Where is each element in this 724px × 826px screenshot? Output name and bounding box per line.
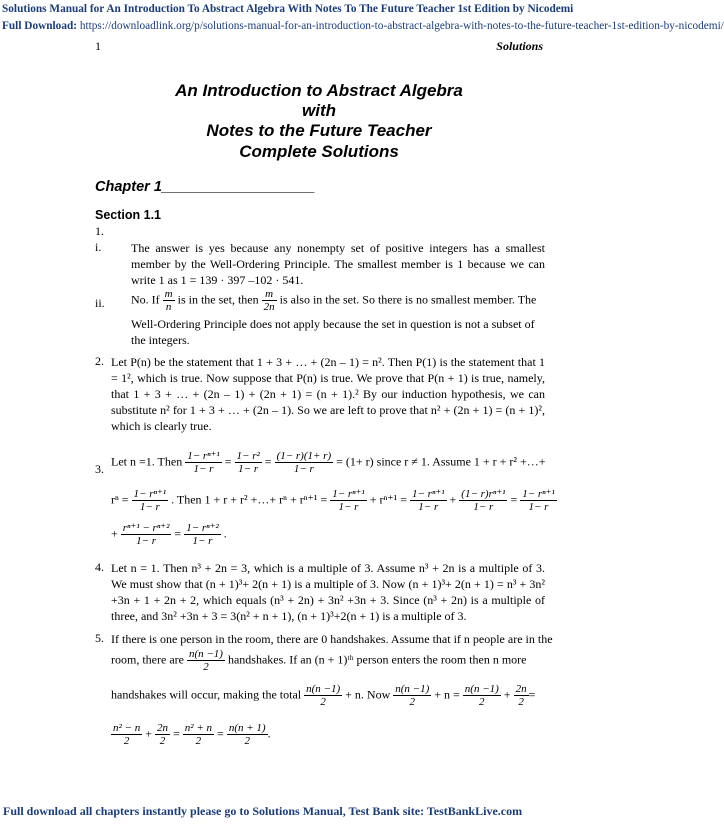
problem-1-ii-continuation: Well-Ordering Principle does not apply because the set in question is not a subset of the integers.: [131, 317, 535, 347]
numerator: 1− rⁿ⁺²: [186, 522, 219, 534]
problem-3-number: 3.: [95, 462, 104, 476]
numerator: 1− rⁿ⁺¹: [133, 488, 167, 500]
header-title: Solutions Manual for An Introduction To Abstract Algebra With Notes To The Future Teacher 1st Edition by Nicodemi: [2, 3, 574, 15]
problem-1-number: 1.: [95, 224, 104, 238]
problem-5-line-1: If there is one person in the room, there are 0 handshakes. Assume that if n people are in the: [111, 632, 553, 646]
numerator: 2n: [515, 683, 527, 695]
problem-2-text: Let P(n) be the statement that 1 + 3 + … + (2n – 1) = n². Then P(1) is the statement that 1 = 1², which is true. Now suppose that P(n) is true. We prove that P(n + 1) is true, namely, that 1 + 3 + … + (2n – 1) + (2n + 1) = (n + 1).² By our induction hypothesis, we can substitute n² for 1 + 3 + … + (2n – 1). So we are left to prove that n² + (2n + 1) = (n + 1)², which is clearly true.: [111, 355, 545, 433]
fraction: [330, 488, 367, 513]
denominator: 2: [195, 735, 202, 747]
title-line-1: An Introduction to Abstract Algebra: [175, 81, 463, 100]
denominator: 2: [244, 735, 250, 747]
text: handshakes will occur, making the total: [111, 687, 302, 702]
problem-3-line-2: rⁿ = $\frac{\text{1− rⁿ⁺¹}}{1- r}$ . Then 1 + r + r² +…+ rⁿ + rⁿ⁺¹ = $\frac{\text{1− rⁿ⁺¹}}{1- r}$ + rⁿ⁺¹ = $\frac{\text{1− rⁿ⁺¹}}{1- r}$ + $\frac{\text{(1− r)rⁿ⁺¹}}{1- r}$ = $\frac{\text{1− rⁿ⁺¹}}{1- r}$: [111, 488, 555, 513]
footer-download-note: Full download all chapters instantly please go to Solutions Manual, Test Bank site: TestBankLive.com: [3, 804, 523, 818]
problem-4-text: Let n = 1. Then n³ + 2n = 3, which is a multiple of 3. Assume n³ + 2n is a multiple of 3. We must show that (n + 1)³+ 2(n + 1) is a multiple of 3. Now (n + 1)³+ 2(n + 1) = n³ + 3n² +3n + 1 + 2n + 2, which equals (n³ + 2n) + 3n² +3n + 3. Since (n³ + 2n) is a multiple of three, and 3n² +3n + 3 = 3(n² + n + 1), (n + 1)³+2(n + 1) is a multiple of 3.: [111, 561, 545, 623]
fraction: [155, 722, 170, 747]
text: + n =: [434, 687, 460, 702]
problem-1-ii-label: ii.: [95, 296, 105, 310]
numerator: 1− rⁿ⁺¹: [522, 488, 555, 500]
title-line-2: with: [302, 101, 336, 120]
fraction: [121, 522, 172, 547]
denominator: 2: [479, 696, 485, 708]
numerator: (1− r)rⁿ⁺¹: [461, 488, 506, 500]
fraction: [187, 648, 225, 673]
denominator: 1− r: [338, 501, 359, 513]
fraction: [227, 722, 268, 747]
fraction: [185, 450, 222, 475]
numerator: n(n −1): [395, 683, 430, 695]
title-line-3: Notes to the Future Teacher: [206, 121, 432, 140]
section-heading: Section 1.1: [95, 208, 161, 222]
denominator: 1− r: [238, 463, 259, 475]
fraction: [275, 450, 334, 475]
denominator: 1− r: [192, 535, 213, 547]
numerator: 1− rⁿ⁺¹: [187, 450, 220, 462]
numerator: m: [164, 288, 173, 300]
problem-5-line-2: [111, 648, 526, 673]
problem-2-number: 2.: [95, 354, 104, 368]
problem-3-line-1: Let n =1. Then $\frac{\text{1− rⁿ⁺¹}}{1- r}$ = $\frac{\text{1− r²}}{1- r}$ = $\frac{(1- r)(1+ r)}{1- r}$ = (1+ r) since r ≠ 1. Assume 1 + r + r² +…+: [111, 450, 546, 475]
fraction: [514, 683, 529, 708]
fraction: [111, 722, 142, 747]
fraction: [410, 488, 447, 513]
problem-5-line-4: $\frac{\text{n² − n}}{2}$ + $\frac{2n}{2}$ = $\frac{\text{n² + n}}{2}$ = $\frac{n(n + 1)}{2}$ .: [113, 722, 271, 747]
title-line-4: Complete Solutions: [239, 142, 399, 161]
text: room, there are: [111, 652, 184, 667]
denominator: 2: [320, 696, 326, 708]
download-label: Full Download:: [2, 20, 78, 32]
denominator: 1− r: [193, 463, 214, 475]
denominator: 2n: [263, 301, 275, 313]
fraction: [163, 288, 175, 313]
chapter-heading: Chapter 1___________________: [95, 179, 316, 195]
denominator: 1− r: [136, 535, 157, 547]
numerator: n(n −1): [464, 683, 499, 695]
denominator: 2: [518, 696, 524, 708]
numerator: n(n −1): [188, 648, 223, 660]
problem-3-line-3: + $\frac{\text{rⁿ⁺¹ − rⁿ⁺²}}{1- r}$ = $\frac{\text{1− rⁿ⁺²}}{1- r}$ .: [111, 522, 227, 547]
fraction: [304, 683, 342, 708]
problem-1-i-text: The answer is yes because any nonempty set of positive integers has a smallest member by the Well-Ordering Principle. The smallest member is 1 because we can write 1 as 1 = 139 · 397 –102 · 541.: [131, 241, 545, 287]
text: + rⁿ⁺¹ =: [369, 492, 407, 507]
fraction: [184, 522, 221, 547]
denominator: 1− r: [293, 463, 314, 475]
denominator: 1− r: [528, 501, 549, 513]
fraction: [235, 450, 262, 475]
page-number: 1: [95, 39, 101, 53]
denominator: 1− r: [473, 501, 494, 513]
numerator: rⁿ⁺¹ − rⁿ⁺²: [122, 522, 170, 534]
running-title: Solutions: [496, 39, 543, 53]
fraction: [520, 488, 557, 513]
numerator: (1− r)(1+ r): [276, 450, 332, 462]
text: is also in the set. So there is no smallest member. The: [279, 292, 537, 307]
denominator: 1− r: [139, 501, 160, 513]
fraction: [393, 683, 431, 708]
header-download-line: [2, 20, 724, 32]
text: . Then 1 + r + r² +…+ rⁿ + rⁿ⁺¹ =: [171, 492, 328, 507]
problem-5-line-3: handshakes will occur, making the total $\frac{n(n -1)}{2}$ + n. Now $\frac{n(n -1)}{2}$ + n = $\frac{n(n -1)}{2}$ + $\frac{2n}{2}$ =: [111, 683, 536, 708]
problem-5-number: 5.: [95, 631, 104, 645]
fraction: [262, 288, 277, 313]
text: + n. Now: [345, 687, 391, 702]
denominator: 2: [159, 735, 166, 747]
denominator: 2: [409, 696, 415, 708]
text: rⁿ =: [111, 492, 129, 507]
numerator: 1− r²: [236, 450, 260, 462]
problem-1-ii-line: [131, 288, 545, 313]
numerator: 1− rⁿ⁺¹: [332, 488, 365, 500]
text: +: [111, 526, 118, 541]
denominator: 2: [203, 661, 209, 673]
denominator: 1− r: [418, 501, 439, 513]
denominator: 2: [123, 735, 130, 747]
text: is in the set, then: [177, 292, 259, 307]
numerator: n(n −1): [306, 683, 341, 695]
numerator: m: [262, 288, 277, 301]
text: handshakes. If an (n + 1)ᵗʰ person enters the room then n more: [227, 652, 527, 667]
numerator: 1− rⁿ⁺¹: [411, 488, 445, 500]
numerator: n(n + 1): [228, 722, 266, 734]
numerator: 2n: [157, 722, 169, 734]
download-link[interactable]: https://downloadlink.org/p/solutions-manual-for-an-introduction-to-abstract-algebra-with-notes-to-the-future-teacher-1st-edition-by-nicodemi/: [79, 20, 724, 32]
problem-1-i-label: i.: [95, 240, 102, 254]
fraction: [463, 683, 501, 708]
fraction: [132, 488, 169, 513]
numerator: n² + n: [184, 722, 213, 734]
text: No. If: [131, 292, 160, 307]
fraction: [459, 488, 507, 513]
fraction: [183, 722, 214, 747]
numerator: n² − n: [113, 722, 141, 734]
problem-4-number: 4.: [95, 560, 104, 574]
denominator: n: [165, 301, 172, 313]
text: = (1+ r) since r ≠ 1. Assume 1 + r + r² +…+: [336, 454, 546, 469]
text: Let n =1. Then: [111, 454, 183, 469]
